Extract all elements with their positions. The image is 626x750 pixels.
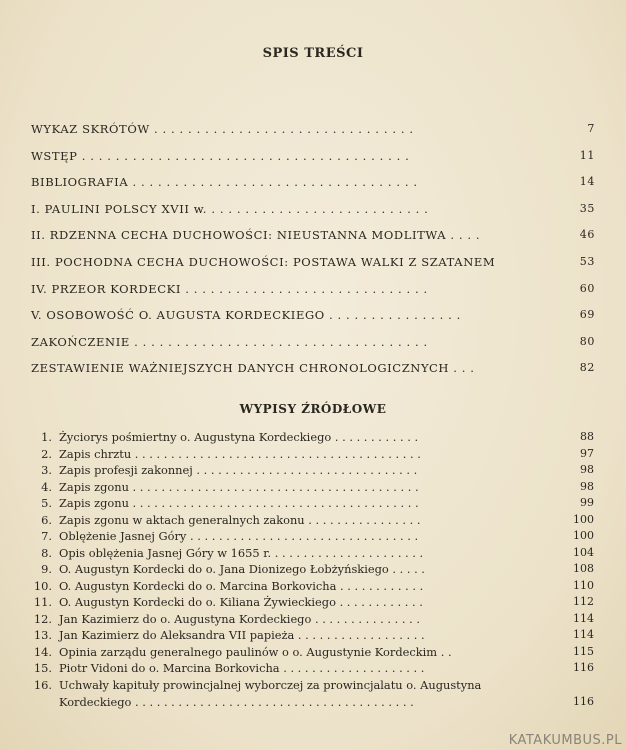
- list-item-label-continued: Kordeckiego . . . . . . . . . . . . . . . . . . . . . . . . . . . . . . . . . . . . . . .: [59, 694, 414, 709]
- list-item: [25, 529, 594, 546]
- toc-entry: [31, 255, 595, 282]
- list-item-number: 3.: [41, 463, 52, 477]
- list-item-label: O. Augustyn Kordecki do o. Jana Dionizego Łobżyńskiego . . . . .: [59, 562, 425, 576]
- list-item-label: Jan Kazimierz do o. Augustyna Kordeckiego . . . . . . . . . . . . . . .: [59, 611, 420, 626]
- list-item-page: 88: [580, 430, 594, 443]
- toc-entry-page: 35: [579, 201, 595, 215]
- section-subtitle: WYPISY ŹRÓDŁOWE: [239, 402, 387, 416]
- list-item-label: Zapis zgonu . . . . . . . . . . . . . . . . . . . . . . . . . . . . . . . . . . . . . . . .: [59, 496, 419, 510]
- list-item: [25, 612, 594, 629]
- toc-entry: [31, 149, 595, 176]
- list-item-page: 112: [573, 595, 594, 608]
- toc-entry: [31, 202, 595, 229]
- toc-entry: [31, 335, 595, 362]
- list-item-number: 1.: [41, 430, 52, 444]
- list-item: [25, 628, 594, 645]
- list-item-page: 97: [580, 446, 594, 460]
- list-item-label: Oblężenie Jasnej Góry . . . . . . . . . . . . . . . . . . . . . . . . . . . . . . . .: [59, 529, 419, 543]
- toc-entry: [31, 361, 595, 388]
- list-item: [25, 546, 594, 563]
- list-item-page: 114: [573, 628, 594, 641]
- list-item: [25, 496, 594, 513]
- list-item-number: 9.: [41, 562, 52, 576]
- toc-entry: [31, 175, 595, 202]
- toc-entry-label: II. RDZENNA CECHA DUCHOWOŚCI: NIEUSTANNA MODLITWA . . . .: [31, 228, 481, 243]
- list-item-page: 100: [573, 512, 594, 526]
- list-item-label: Uchwały kapituły prowincjalnej wyborczej za prowincjalatu o. Augustyna: [59, 677, 482, 692]
- toc-entry-label: WYKAZ SKRÓTÓW . . . . . . . . . . . . . . . . . . . . . . . . . . . . . . .: [31, 122, 414, 136]
- list-item-label: Piotr Vidoni do o. Marcina Borkovicha . . . . . . . . . . . . . . . . . . . .: [59, 661, 425, 675]
- list-item-label: Zapis chrztu . . . . . . . . . . . . . . . . . . . . . . . . . . . . . . . . . . . . . . . .: [59, 446, 421, 461]
- watermark: KATAKUMBUS.PL: [508, 733, 622, 748]
- page-title: SPIS TREŚCI: [262, 46, 364, 61]
- list-item-number: 16.: [33, 677, 52, 692]
- list-item-page: 110: [573, 578, 594, 592]
- toc-entry-page: 14: [579, 175, 595, 189]
- list-item: [25, 579, 594, 596]
- toc-entry-page: 69: [579, 308, 595, 322]
- toc-entry-page: 82: [579, 361, 595, 375]
- list-item-label: Opis oblężenia Jasnej Góry w 1655 r. . . . . . . . . . . . . . . . . . . . . .: [59, 545, 424, 560]
- toc-entry-page: 11: [579, 148, 595, 162]
- toc-entry: [31, 282, 595, 309]
- table-of-contents: [31, 122, 595, 388]
- list-item-label: Opinia zarządu generalnego paulinów o o. Augustynie Kordeckim . .: [59, 644, 452, 659]
- toc-entry: [31, 122, 595, 149]
- toc-entry-label: III. POCHODNA CECHA DUCHOWOŚCI: POSTAWA WALKI Z SZATANEM: [31, 254, 496, 269]
- list-item-number: 8.: [41, 545, 52, 560]
- list-item: [25, 447, 594, 464]
- toc-entry-label: V. OSOBOWOŚĆ O. AUGUSTA KORDECKIEGO . . . . . . . . . . . . . . . .: [31, 308, 461, 323]
- list-item-page: 99: [580, 496, 594, 509]
- list-item: [25, 661, 594, 678]
- list-item-number: 5.: [41, 496, 52, 510]
- list-item-label: Zapis zgonu w aktach generalnych zakonu . . . . . . . . . . . . . . . .: [59, 512, 421, 527]
- list-item-page: 114: [573, 611, 594, 625]
- list-item: [25, 463, 594, 480]
- toc-entry: [31, 228, 595, 255]
- list-item-number: 13.: [33, 628, 52, 642]
- toc-entry-label: BIBLIOGRAFIA . . . . . . . . . . . . . . . . . . . . . . . . . . . . . . . . . .: [31, 175, 418, 190]
- toc-entry-page: 53: [579, 254, 595, 268]
- toc-entry-label: I. PAULINI POLSCY XVII w. . . . . . . . . . . . . . . . . . . . . . . . . . .: [31, 201, 429, 216]
- list-item: [25, 430, 594, 447]
- list-item-page: 116: [573, 661, 594, 674]
- list-item-number: 7.: [41, 529, 52, 543]
- list-item-number: 12.: [33, 611, 52, 626]
- list-item-page: 98: [580, 463, 594, 476]
- source-list: [25, 430, 594, 712]
- list-item: [25, 645, 594, 662]
- list-item-label: O. Augustyn Kordecki do o. Kiliana Żywieckiego . . . . . . . . . . . .: [59, 595, 423, 609]
- list-item-number: 4.: [41, 479, 52, 494]
- toc-entry-label: IV. PRZEOR KORDECKI . . . . . . . . . . . . . . . . . . . . . . . . . . . . .: [31, 281, 428, 296]
- list-item-label: O. Augustyn Kordecki do o. Marcina Borkovicha . . . . . . . . . . . .: [59, 578, 424, 593]
- list-item-label: Zapis zgonu . . . . . . . . . . . . . . . . . . . . . . . . . . . . . . . . . . . . . . . .: [59, 479, 419, 494]
- list-item-label: Życiorys pośmiertny o. Augustyna Kordeckiego . . . . . . . . . . . .: [59, 430, 419, 444]
- toc-entry-label: WSTĘP . . . . . . . . . . . . . . . . . . . . . . . . . . . . . . . . . . . . . . .: [31, 148, 410, 163]
- list-item-page: 100: [573, 529, 594, 542]
- list-item: [25, 562, 594, 579]
- list-item-page: 116: [573, 694, 594, 708]
- list-item-page: 98: [580, 479, 594, 493]
- list-item: [25, 595, 594, 612]
- toc-entry-label: ZESTAWIENIE WAŻNIEJSZYCH DANYCH CHRONOLOGICZNYCH . . .: [31, 361, 475, 376]
- list-item-number: 2.: [41, 446, 52, 461]
- list-item: [25, 513, 594, 530]
- toc-entry-page: 80: [579, 334, 595, 348]
- list-item-number: 10.: [33, 578, 52, 593]
- list-item-page: 108: [573, 562, 594, 575]
- list-item-number: 14.: [33, 644, 52, 659]
- toc-entry-page: 7: [587, 122, 595, 135]
- list-item-number: 6.: [41, 512, 52, 527]
- list-item-label: Jan Kazimierz do Aleksandra VII papieża . . . . . . . . . . . . . . . . . .: [59, 628, 425, 642]
- list-item-label: Zapis profesji zakonnej . . . . . . . . . . . . . . . . . . . . . . . . . . . . . . .: [59, 463, 418, 477]
- list-item: [25, 480, 594, 497]
- list-item-number: 11.: [33, 595, 52, 609]
- list-item-page: 104: [573, 545, 594, 559]
- toc-entry-label: ZAKOŃCZENIE . . . . . . . . . . . . . . . . . . . . . . . . . . . . . . . . . . .: [31, 334, 428, 349]
- toc-entry-page: 60: [579, 281, 595, 295]
- list-item-number: 15.: [33, 661, 52, 675]
- list-item: [25, 678, 594, 712]
- list-item-page: 115: [573, 644, 594, 658]
- toc-entry: [31, 308, 595, 335]
- toc-entry-page: 46: [579, 228, 595, 242]
